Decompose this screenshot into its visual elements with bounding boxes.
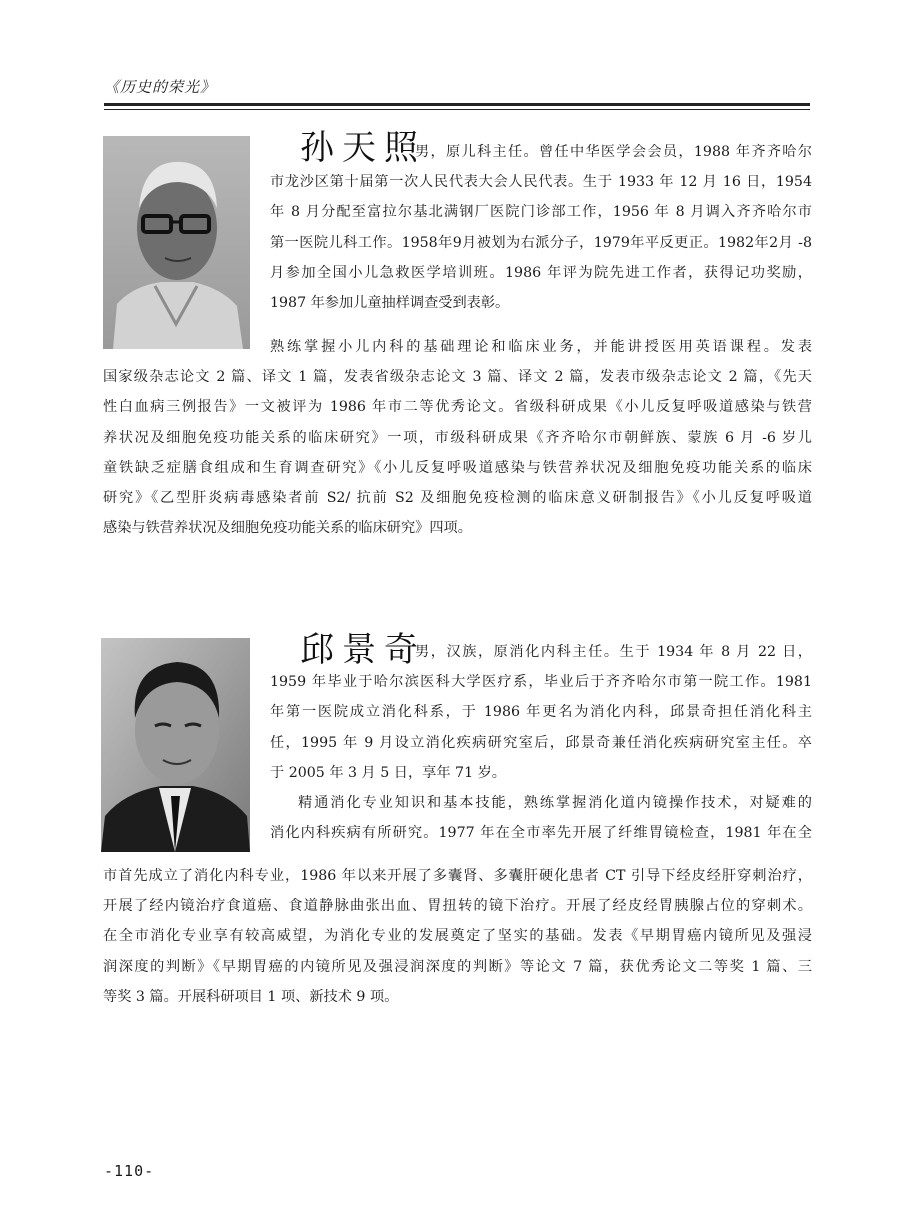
bio-line: 研究》《乙型肝炎病毒感染者前 S2/ 抗前 S2 及细胞免疫检测的临床意义研制报告》《小儿反复呼吸道 [103, 490, 812, 507]
bio-line: 润深度的判断》《早期胃癌的内镜所见及强浸润深度的判断》等论文 7 篇，获优秀论文二等奖 1 篇、三 [103, 958, 812, 975]
bio-line: 消化内科疾病有所研究。1977 年在全市率先开展了纤维胃镜检查，1981 年在全 [270, 825, 812, 842]
bio-line: 男，汉族，原消化内科主任。生于 1934 年 8 月 22 日， [415, 644, 812, 660]
profile-bio-1-narrow [270, 137, 812, 318]
bio-line: 年第一医院成立消化科系，于 1986 年更名为消化内科，邱景奇担任消化科主 [270, 704, 812, 721]
bio-line: 1987 年参加儿童抽样调查受到表彰。 [270, 295, 510, 312]
profile-bio-2-narrow [270, 637, 812, 848]
bio-line: 等奖 3 篇。开展科研项目 1 项、新技术 9 项。 [103, 988, 399, 1005]
profile-name-2: 邱景奇 [300, 630, 426, 670]
bio-line: 于 2005 年 3 月 5 日，享年 71 岁。 [270, 764, 506, 781]
bio-line: 开展了经内镜治疗食道癌、食道静脉曲张出血、胃扭转的镜下治疗。开展了经皮经胃胰腺占位的穿刺术。 [103, 898, 812, 915]
bio-line: 市首先成立了消化内科专业，1986 年以来开展了多囊肾、多囊肝硬化患者 CT 引导下经皮经肝穿刺治疗， [103, 868, 812, 884]
page-number: -110- [104, 1162, 155, 1180]
bio-line: 男，原儿科主任。曾任中华医学会会员，1988 年齐齐哈尔 [415, 144, 812, 160]
bio-line: 熟练掌握小儿内科的基础理论和临床业务，并能讲授医用英语课程。发表 [270, 339, 812, 355]
bio-line: 在全市消化专业享有较高威望，为消化专业的发展奠定了坚实的基础。发表《早期胃癌内镜所见及强浸 [103, 928, 812, 945]
bio-line: 市龙沙区第十届第一次人民代表大会人民代表。生于 1933 年 12 月 16 日，1954 [270, 174, 812, 191]
bio-line: 1959 年毕业于哈尔滨医科大学医疗系，毕业后于齐齐哈尔市第一院工作。1981 [270, 674, 812, 691]
profile-bio-1-wide [103, 332, 812, 543]
bio-line: 养状况及细胞免疫功能关系的临床研究》一项，市级科研成果《齐齐哈尔市朝鲜族、蒙族 6 月 -6 岁儿 [103, 429, 812, 446]
bio-line: 年 8 月分配至富拉尔基北满钢厂医院门诊部工作，1956 年 8 月调入齐齐哈尔市 [270, 204, 812, 221]
portrait-photo-2 [101, 638, 250, 852]
bio-line: 国家级杂志论文 2 篇、译文 1 篇，发表省级杂志论文 3 篇、译文 2 篇，发表市级杂志论文 2 篇，《先天 [103, 369, 812, 386]
bio-line: 任，1995 年 9 月设立消化疾病研究室后，邱景奇兼任消化疾病研究室主任。卒 [270, 734, 812, 751]
header-rule-thick [104, 103, 810, 106]
bio-line: 月参加全国小儿急救医学培训班。1986 年评为院先进工作者，获得记功奖励， [270, 264, 812, 281]
bio-line: 感染与铁营养状况及细胞免疫功能关系的临床研究》四项。 [103, 520, 472, 537]
book-title: 《历史的荣光》 [104, 78, 217, 96]
profile-bio-2-wide [103, 861, 812, 1012]
header-rule-thin [104, 109, 810, 110]
bio-line: 精通消化专业知识和基本技能，熟练掌握消化道内镜操作技术，对疑难的 [298, 795, 812, 812]
profile-name-1: 孙天照 [300, 128, 426, 168]
portrait-photo-1 [103, 136, 250, 349]
bio-line: 童铁缺乏症膳食组成和生育调查研究》《小儿反复呼吸道感染与铁营养状况及细胞免疫功能关系的临床 [103, 459, 812, 476]
bio-line: 性白血病三例报告》一文被评为 1986 年市二等优秀论文。省级科研成果《小儿反复呼吸道感染与铁营 [103, 399, 812, 416]
bio-line: 第一医院儿科工作。1958年9月被划为右派分子，1979年平反更正。1982年2月 -8 [270, 234, 812, 251]
